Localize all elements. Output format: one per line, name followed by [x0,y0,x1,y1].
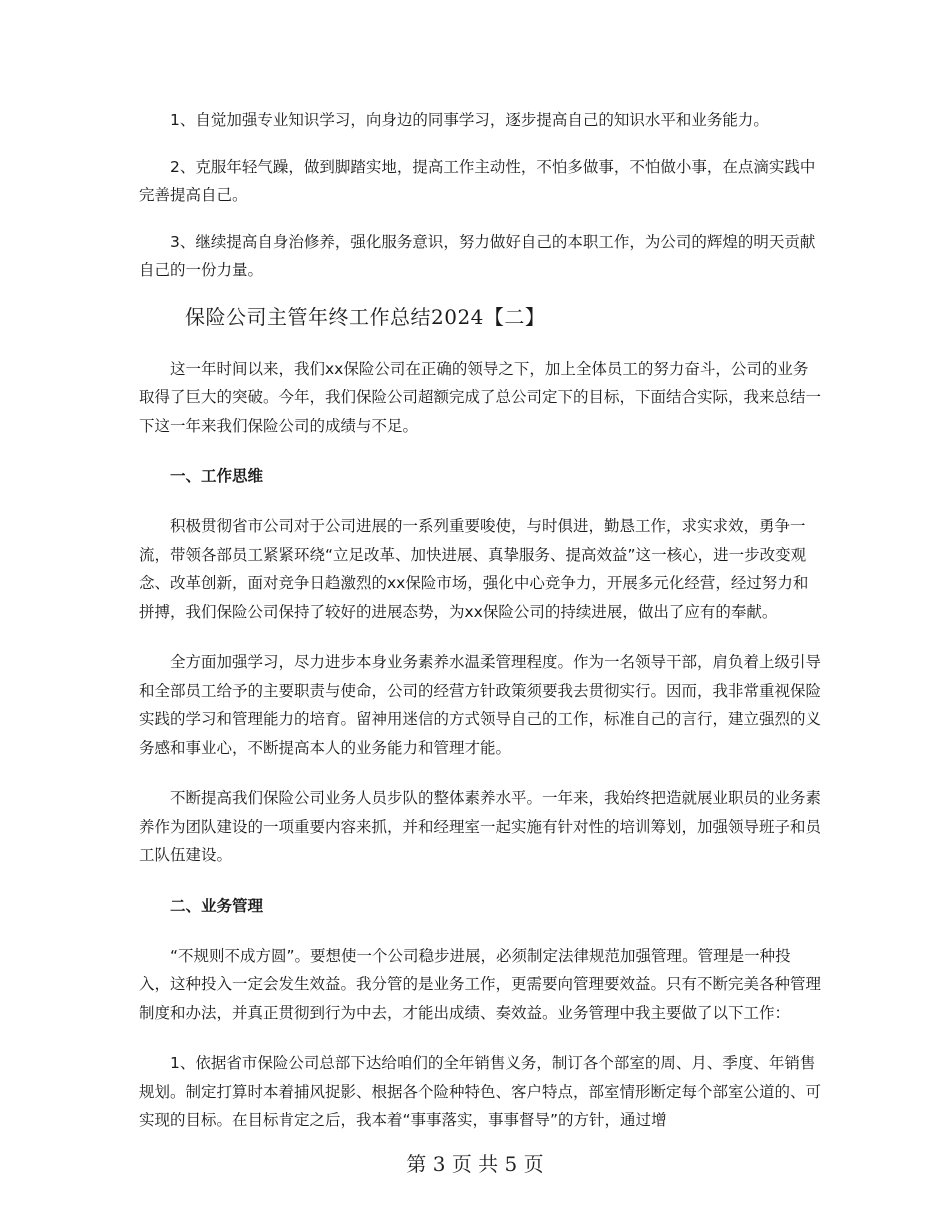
paragraph: 1、依据省市保险公司总部下达给咱们的全年销售义务，制订各个部室的周、月、季度、年销售规划。制定打算时本着捕风捉影、根据各个险种特色、客户特点，部室情形断定每个部室公道的、可实现的目标。在目标肯定之后，我本着“事事落实，事事督导”的方针，通过增 [139,1054,822,1129]
page-content [139,106,821,1135]
heading-work-thinking: 一、工作思维 [170,467,264,485]
paragraph: 不断提高我们保险公司业务人员步队的整体素养水平。一年来，我始终把造就展业职员的业务素养作为团队建设的一项重要内容来抓，并和经理室一起实施有针对性的培训筹划，加强领导班子和员工队伍建设。 [139,789,822,864]
list-item: 2、克服年轻气躁，做到脚踏实地，提高工作主动性，不怕多做事，不怕做小事，在点滴实践中完善提高自己。 [139,157,816,204]
section-title: 保险公司主管年终工作总结2024【二】 [185,304,546,329]
paragraph: 全方面加强学习，尽力进步本身业务素养水温柔管理程度。作为一名领导干部，肩负着上级引导和全部员工给予的主要职责与使命，公司的经营方针政策须要我去贯彻实行。因而，我非常重视保险实践的学习和管理能力的培育。留神用迷信的方式领导自己的工作，标准自己的言行，建立强烈的义务感和事业心，不断提高本人的业务能力和管理才能。 [139,653,822,757]
page-footer: 第 3 页 共 5 页 [406,1152,544,1176]
list-item: 1、自觉加强专业知识学习，向身边的同事学习，逐步提高自己的知识水平和业务能力。 [170,111,769,129]
heading-business-management: 二、业务管理 [170,896,264,915]
list-item: 3、继续提高自身治修养，强化服务意识，努力做好自己的本职工作，为公司的辉煌的明天贡献自己的一份力量。 [139,232,816,279]
paragraph: 积极贯彻省市公司对于公司进展的一系列重要唆使，与时俱进，勤恳工作，求实求效，勇争一流，带领各部员工紧紧环绕“立足改革、加快进展、真挚服务、提高效益”这一核心，进一步改变观念、改革创新，面对竞争日趋激烈的xx保险市场，强化中心竞争力，开展多元化经营，经过努力和拼搏，我们保险公司保持了较好的进展态势，为xx保险公司的持续进展，做出了应有的奉献。 [139,517,809,621]
intro-paragraph: 这一年时间以来，我们xx保险公司在正确的领导之下，加上全体员工的努力奋斗，公司的业务取得了巨大的突破。今年，我们保险公司超额完成了总公司定下的目标，下面结合实际，我来总结一下这一年来我们保险公司的成绩与不足。 [139,359,822,435]
paragraph: “不规则不成方圆”。要想使一个公司稳步进展，必须制定法律规范加强管理。管理是一种投入，这种投入一定会发生效益。我分管的是业务工作，更需要向管理要效益。只有不断完美各种管理制度和办法，并真正贯彻到行为中去，才能出成绩、奏效益。业务管理中我主要做了以下工作： [139,946,822,1022]
